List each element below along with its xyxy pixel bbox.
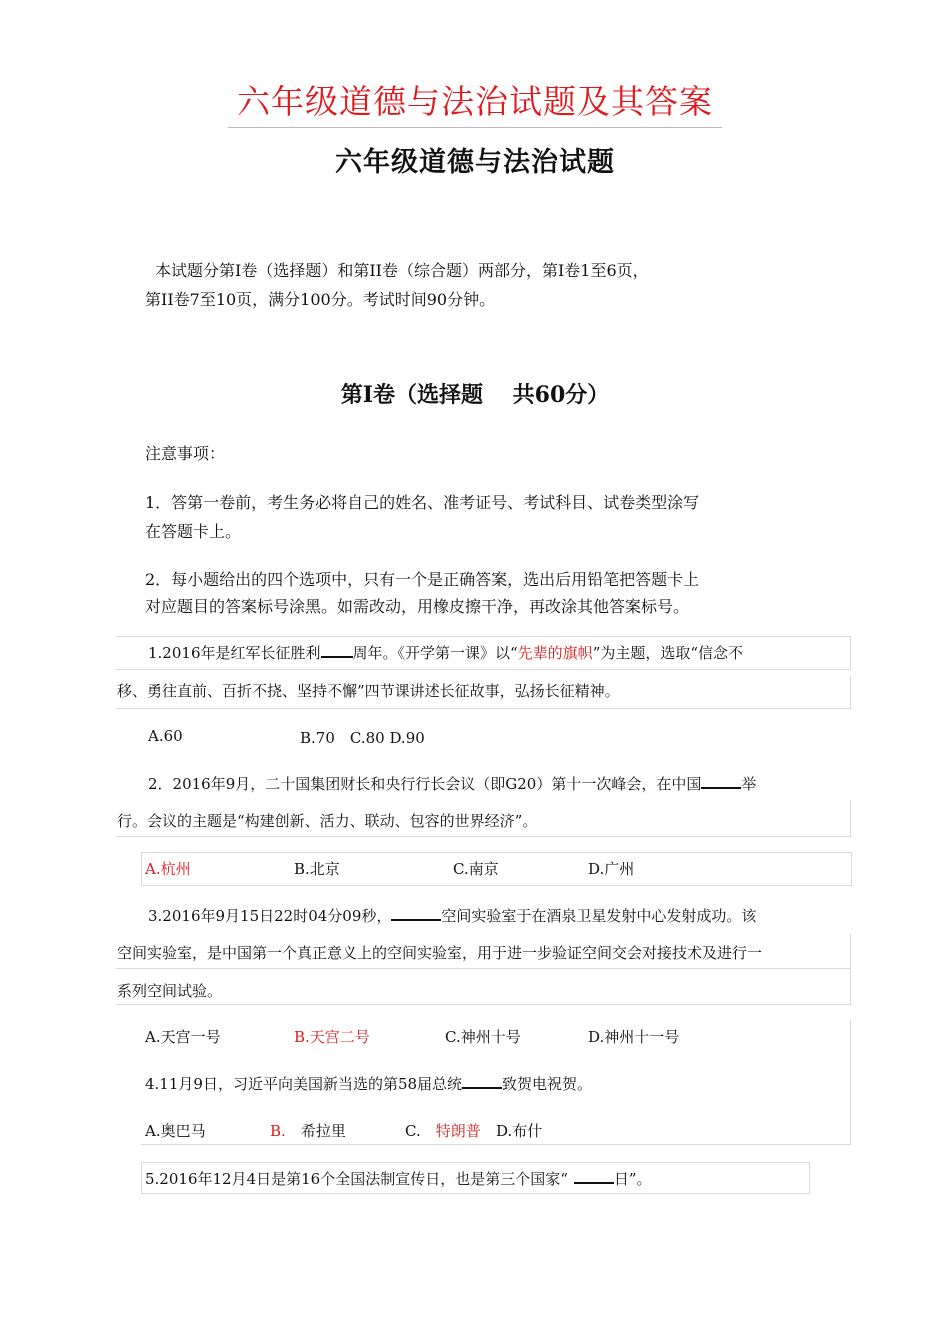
question-3-text	[148, 905, 756, 926]
intro-line-1: 本试题分第Ⅰ卷（选择题）和第II卷（综合题）两部分，第Ⅰ卷1至6页，	[155, 261, 649, 280]
question-3-option-a: A.天宫一号	[145, 1028, 221, 1046]
question-4-option-c-letter: C.	[405, 1122, 421, 1140]
title-divider	[228, 127, 722, 128]
question-1-text	[148, 642, 743, 663]
question-3-line-2: 空间实验室，是中国第一个真正意义上的空间实验室，用于进一步验证空间交会对接技术及进行一	[117, 944, 763, 962]
question-3-post: 空间实验室于在酒泉卫星发射中心发射成功。该	[441, 907, 757, 925]
note-2-line-1: 2．每小题给出的四个选项中，只有一个是正确答案，选出后用铅笔把答题卡上	[145, 570, 700, 589]
question-3-box-line-3	[116, 968, 851, 1005]
question-4-option-a: A.奥巴马	[145, 1122, 206, 1140]
note-2-line-2: 对应题目的答案标号涂黑。如需改动，用橡皮擦干净，再改涂其他答案标号。	[145, 597, 690, 616]
question-1-highlight: 先辈的旗帜	[517, 644, 593, 662]
section-title: 第Ⅰ卷（选择题 共60分）	[340, 382, 610, 408]
question-2-line-2: 行。会议的主题是“构建创新、活力、联动、包容的世界经济”。	[117, 812, 538, 830]
question-4-text	[145, 1073, 592, 1094]
document-subtitle: 六年级道德与法治试题	[335, 147, 615, 178]
question-2-text	[148, 773, 756, 794]
question-1-line-2: 移、勇往直前、百折不挠、坚持不懈”四节课讲述长征故事，弘扬长征精神。	[117, 682, 620, 700]
question-1-pre: 1.2016年是红军长征胜利	[148, 644, 321, 662]
question-2-option-c: C.南京	[453, 860, 499, 878]
document-title: 六年级道德与法治试题及其答案	[237, 82, 713, 121]
question-2-blank	[701, 773, 741, 789]
question-5-post: 日”。	[613, 1170, 652, 1188]
question-4-option-d: D.布什	[496, 1122, 543, 1140]
question-1-mid: 周年。《开学第一课》以“	[352, 644, 518, 662]
question-2-option-d: D.广州	[588, 860, 635, 878]
question-5-blank	[574, 1168, 614, 1184]
question-4-pre: 4.11月9日，习近平向美国新当选的第58届总统	[145, 1075, 463, 1093]
question-4-option-c	[405, 1120, 481, 1141]
note-1-line-1: 1．答第一卷前，考生务必将自己的姓名、准考证号、考试科目、试卷类型涂写	[145, 493, 700, 512]
question-1-blank	[321, 642, 353, 658]
question-3-line-3: 系列空间试验。	[117, 982, 223, 1000]
question-1-post: ”为主题，选取“信念不	[592, 644, 744, 662]
question-5-text	[145, 1168, 652, 1189]
question-3-blank	[391, 905, 441, 921]
question-4-option-b	[270, 1120, 346, 1141]
question-3-option-c: C.神州十号	[445, 1028, 521, 1046]
question-2-post: 举	[741, 775, 757, 793]
question-4-option-b-text: 希拉里	[300, 1122, 346, 1140]
question-1-options-bcd: B.70 C.80 D.90	[300, 729, 425, 747]
question-5-pre: 5.2016年12月4日是第16个全国法制宣传日，也是第三个国家“	[145, 1170, 568, 1188]
question-4-post: 致贺电祝贺。	[502, 1075, 593, 1093]
question-3-option-d: D.神州十一号	[588, 1028, 680, 1046]
question-1-option-a: A.60	[148, 727, 183, 745]
intro-line-2: 第II卷7至10页，满分100分。考试时间90分钟。	[145, 290, 496, 309]
question-2-pre: 2．2016年9月，二十国集团财长和央行行长会议（即G20）第十一次峰会，在中国	[148, 775, 702, 793]
note-1-line-2: 在答题卡上。	[145, 522, 242, 541]
question-3-option-b: B.天宫二号	[294, 1028, 370, 1046]
question-2-option-a: A.杭州	[145, 860, 191, 878]
notes-heading: 注意事项：	[145, 444, 226, 463]
question-4-option-b-letter: B.	[270, 1122, 286, 1140]
question-4-option-c-text: 特朗普	[435, 1122, 481, 1140]
question-3-pre: 3.2016年9月15日22时04分09秒，	[148, 907, 392, 925]
question-4-blank	[462, 1073, 502, 1089]
question-2-option-b: B.北京	[294, 860, 340, 878]
